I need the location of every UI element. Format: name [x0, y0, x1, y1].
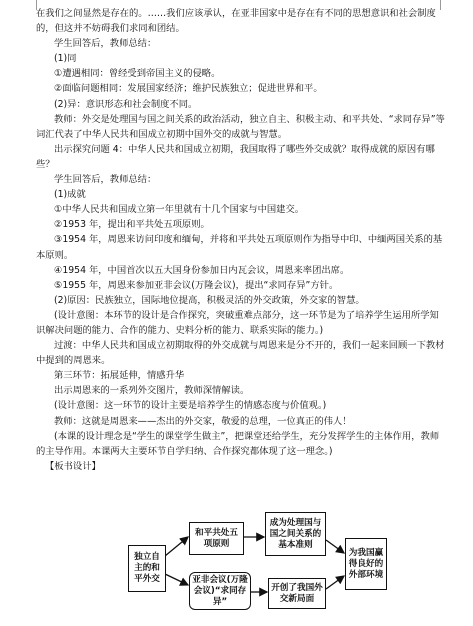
paragraph: 第三环节：拓展延伸，情感升华 — [54, 370, 185, 382]
document-body — [36, 6, 448, 474]
box-external-environment: 为我国赢得良好的外部环境 — [345, 538, 387, 590]
paragraph: ⑤1955 年，周恩来参加亚非会议(万隆会议)，提出“求同存异”方针。 — [54, 279, 339, 291]
paragraph: ①中华人民共和国成立第一年里就有十几个国家与中国建交。 — [54, 204, 305, 216]
paragraph: 出示探究问题 4：中华人民共和国成立初期，我国取得了哪些外交成就？取得成就的原因有哪些？ — [36, 143, 435, 170]
box-basic-norm: 成为处理国与国之间关系的基本准则 — [265, 512, 326, 556]
box-bandung-conference: 亚非会议(万隆会议)“求同存异” — [189, 572, 251, 610]
paragraph: 学生回答后，教师总结： — [54, 174, 157, 186]
box-independent-peaceful-diplomacy: 独立自主的和平外交 — [128, 545, 166, 592]
paragraph: (2)原因：民族独立，国际地位提高，积极灵活的外交政策，外交家的智慧。 — [54, 294, 365, 306]
paragraph: 学生回答后，教师总结： — [54, 38, 157, 50]
paragraph: ②面临问题相同：发展国家经济；维护民族独立；促进世界和平。 — [54, 83, 323, 95]
paragraph: ④1954 年，中国首次以五大国身份参加日内瓦会议，周恩来率团出席。 — [54, 264, 350, 276]
paragraph: (1)成就 — [54, 189, 86, 201]
box-five-principles: 和平共处五项原则 — [189, 522, 244, 555]
box-new-diplomatic-scene: 开创了我国外交新局面 — [268, 578, 326, 609]
paragraph: (1)同 — [54, 53, 77, 65]
arrow-newscene-to-result — [326, 576, 344, 589]
paragraph: 出示周恩来的一系列外交图片，教师深情解读。 — [54, 385, 250, 397]
paragraph: ③1954 年，周恩来访问印度和缅甸，并将和平共处五项原则作为指导中印、中缅两国关系的基本原则。 — [36, 234, 443, 261]
paragraph: ②1953 年，提出和平共处五项原则。 — [54, 219, 210, 231]
paragraph: (2)异：意识形态和社会制度不同。 — [54, 98, 198, 110]
paragraph: (设计意图：本环节的设计是合作探究，突破重难点部分，这一环节是为了培养学生运用所学知识解决问题的能力、合作的能力、史料分析的能力、联系实际的能力。) — [36, 309, 439, 336]
arrow-to-principle — [165, 537, 188, 556]
paragraph: 教师：这就是周恩来——杰出的外交家，敬爱的总理，一位真正的伟人！ — [54, 415, 352, 427]
paragraph: (设计意图：这一环节的设计主要是培养学生的情感态度与价值观。) — [54, 400, 327, 412]
arrow-to-conference — [165, 574, 188, 585]
board-design-heading: 【板书设计】 — [45, 460, 101, 472]
paragraph: 在我们之间显然是存在的。……我们应该承认，在亚非国家中是存在有不同的思想意识和社会制度的，但这并不妨碍我们求同和团结。 — [36, 8, 436, 35]
paragraph: (本课的设计理念是“学生的课堂学生做主”，把课堂还给学生，充分发挥学生的主体作用，教师的主导作用。本课两大主要环节自学归纳、合作探究都体现了这一理念。) — [36, 430, 440, 457]
paragraph: ①遭遇相同：曾经受到帝国主义的侵略。 — [54, 68, 221, 80]
paragraph: 教师：外交是处理国与国之间关系的政治活动，独立自主、积极主动、和平共处、“求同存异”等词汇代表了中华人民共和国成立初期中国外交的成就与智慧。 — [36, 113, 445, 140]
paragraph: 过渡：中华人民共和国成立初期取得的外交成就与周恩来是分不开的，我们一起来回顾一下教材中提到的周恩来。 — [36, 340, 445, 367]
arrow-norm-to-result — [326, 540, 344, 553]
